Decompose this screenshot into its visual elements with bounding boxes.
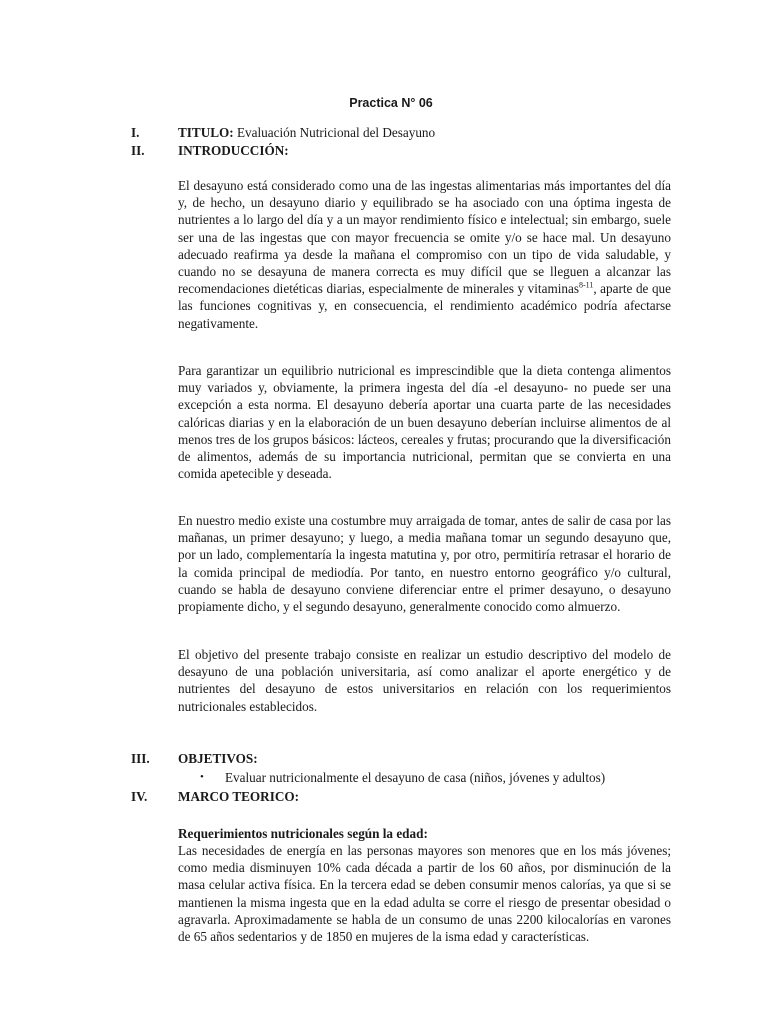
- bullet-icon: •: [200, 771, 204, 783]
- section-label-titulo: TITULO:: [178, 125, 234, 140]
- citation-superscript: 8-11: [578, 280, 594, 290]
- objective-text: Evaluar nutricionalmente el desayuno de casa (niños, jóvenes y adultos): [225, 770, 606, 785]
- section-numeral-3: III.: [131, 751, 150, 766]
- section-heading-introduccion: INTRODUCCIÓN:: [178, 143, 289, 158]
- section-heading-titulo: [178, 124, 435, 141]
- subheading-requerimientos: Requerimientos nutricionales según la edad:: [178, 826, 428, 841]
- document-title: Practica N° 06: [349, 96, 433, 110]
- intro-paragraph-3: En nuestro medio existe una costumbre muy arraigada de tomar, antes de salir de casa por las mañanas, un primer desayuno; y luego, a media mañana tomar un segundo desayuno que, por un lado, complementaría la ingesta matutina y, por otro, permitiría retrasar el horario de la comida principal de mediodía. Por tanto, en nuestro entorno geográfico y/o cultural, cuando se habla de desayuno conviene diferenciar entre el primer desayuno, o desayuno propiamente dicho, y el segundo desayuno, generalmente conocido como almuerzo.: [178, 513, 671, 615]
- section-heading-objetivos: OBJETIVOS:: [178, 751, 258, 766]
- section-numeral-1: I.: [131, 125, 140, 140]
- section-heading-marco-teorico: MARCO TEORICO:: [178, 789, 300, 804]
- intro-paragraph-2: Para garantizar un equilibrio nutricional es imprescindible que la dieta contenga alimentos muy variados y, obviamente, la primera ingesta del día -el desayuno- no puede ser una excepción a esta norma. El desayuno debería aportar una cuarta parte de las necesidades calóricas diarias y en la elaboración de un buen desayuno deberían incluirse alimentos de al menos tres de los grupos básicos: lácteos, cereales y frutas; procurando que la diversificación de alimentos, además de su importancia nutricional, permitan que se convierta en una comida apetecible y deseada.: [178, 363, 671, 482]
- section-numeral-4: IV.: [131, 789, 148, 804]
- intro-paragraph-4: El objetivo del presente trabajo consiste en realizar un estudio descriptivo del modelo de desayuno de una población universitaria, así como analizar el aporte energético y de nutrientes del desayuno de estos universitarios en relación con los requerimientos nutricionales establecidos.: [178, 647, 671, 714]
- intro-paragraph-1-text-b: , aparte de que las funciones cognitivas y, en consecuencia, el rendimiento académico podría afectarse negativamente.: [178, 281, 671, 331]
- intro-paragraph-1-text-a: El desayuno está considerado como una de las ingestas alimentarias más importantes del día y, de hecho, un desayuno diario y equilibrado se ha asociado con una óptima ingesta de nutrientes a lo largo del día y a un mayor rendimiento físico e intelectual; sin embargo, suele ser una de las ingestas que con mayor frecuencia se omite y/o se hace mal. Un desayuno adecuado reafirma ya desde la mañana el compromiso con un tipo de vida saludable, y cuando no se desayuna de manera correcta es muy difícil que se lleguen a alcanzar las recomendaciones dietéticas diarias, especialmente de minerales y vitaminas: [178, 178, 671, 297]
- section-title-text: Evaluación Nutricional del Desayuno: [233, 125, 436, 140]
- intro-paragraph-1: [178, 177, 671, 332]
- marco-paragraph-1: Las necesidades de energía en las personas mayores son menores que en los más jóvenes; como media disminuyen 10% cada década a partir de los 60 años, por disminución de la masa celular activa física. En la tercera edad se deben consumir menos calorías, ya que si se mantienen la misma ingesta que en la edad adulta se corre el riesgo de presentar obesidad o agravarla. Aproximadamente se habla de un consumo de unas 2200 kilocalorías en varones de 65 años sedentarios y de 1850 en mujeres de la isma edad y características.: [178, 843, 671, 945]
- section-numeral-2: II.: [131, 143, 145, 158]
